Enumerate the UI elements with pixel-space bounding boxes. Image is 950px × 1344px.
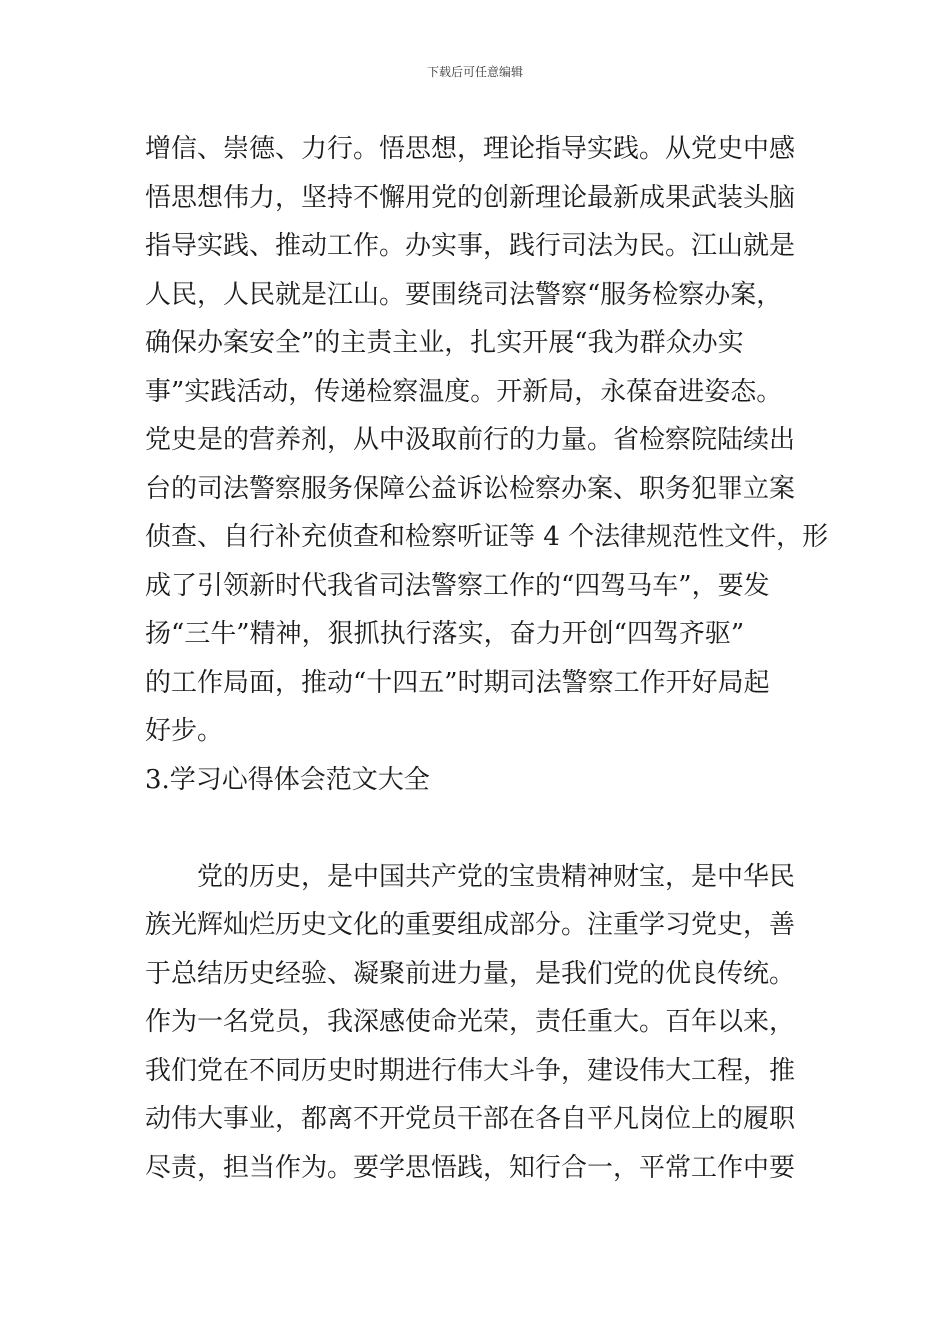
paragraph-1 (145, 125, 829, 756)
text-line: 扬“三牛”精神，狠抓执行落实，奋力开创“四驾齐驱” (145, 619, 745, 649)
section-heading: 3.学习心得体会范文大全 (145, 764, 430, 795)
text-line: 党史是的营养剂，从中汲取前行的力量。省检察院陆续出 (145, 425, 796, 455)
text-line: 于总结历史经验、凝聚前进力量，是我们党的优良传统。 (145, 958, 796, 989)
text-line: 族光辉灿烂历史文化的重要组成部分。注重学习党史，善 (145, 910, 796, 940)
text-line: 尽责，担当作为。要学思悟践，知行合一，平常工作中要 (145, 1152, 796, 1183)
text-line: 增信、崇德、力行。悟思想，理论指导实践。从党史中感 (145, 134, 796, 164)
paragraph-2 (145, 853, 810, 1193)
text-line: 动伟大事业，都离不开党员干部在各自平凡岗位上的履职 (145, 1104, 796, 1134)
text-line: 好步。 (145, 716, 224, 746)
text-line: 指导实践、推动工作。办实事，践行司法为民。江山就是 (145, 231, 796, 261)
text-line: 台的司法警察服务保障公益诉讼检察办案、职务犯罪立案 (145, 473, 796, 504)
text-line: 成了引领新时代我省司法警察工作的“四驾马车”，要发 (145, 570, 770, 601)
text-line: 侦查、自行补充侦查和检察听证等 4 个法律规范性文件，形 (145, 522, 829, 552)
page-header: 下载后可任意编辑 (426, 65, 523, 79)
text-line: 的工作局面，推动“十四五”时期司法警察工作开好局起 (145, 667, 770, 698)
text-line: 事”实践活动，传递检察温度。开新局，永葆奋进姿态。 (145, 376, 783, 407)
text-line: 我们党在不同历史时期进行伟大斗争，建设伟大工程，推 (145, 1055, 796, 1086)
text-line: 人民，人民就是江山。要围绕司法警察“服务检察办案， (145, 279, 783, 310)
text-line: 悟思想伟力，坚持不懈用党的创新理论最新成果武装头脑 (145, 182, 796, 213)
text-line: 确保办案安全”的主责主业，扎实开展“我为群众办实 (145, 328, 744, 358)
blank-line (145, 804, 810, 853)
document-body (145, 125, 829, 1192)
text-line: 作为一名党员，我深感使命光荣，责任重大。百年以来， (145, 1007, 796, 1037)
text-line: 党的历史，是中国共产党的宝贵精神财宝，是中华民 (145, 861, 796, 892)
